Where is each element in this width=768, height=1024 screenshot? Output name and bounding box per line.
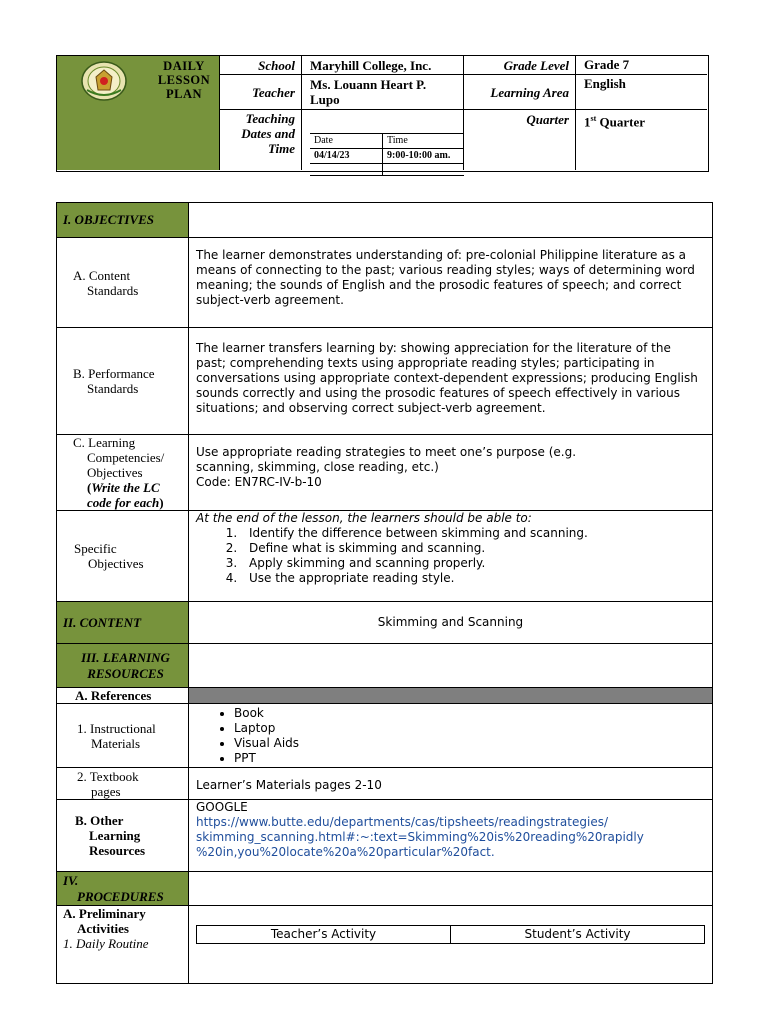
date-empty-cell: [310, 164, 383, 176]
instructional-materials-cell: [189, 704, 713, 768]
lesson-plan-table: [56, 202, 713, 984]
other-resources-row: [57, 800, 713, 872]
label-line: Learning: [89, 828, 141, 843]
teaching-dates-label: [220, 110, 302, 170]
content-standards-text: The learner demonstrates understanding of: pre-colonial Philippine literature as a means of connecting to the past; various reading styles; ways of determining word meaning; the sounds of English and the prosodic features of speech; and correct subject-verb agreement.: [189, 238, 713, 328]
textbook-pages: Learner’s Materials pages 2-10: [189, 768, 713, 800]
date-col-header: Date: [310, 134, 383, 149]
label-line: Objectives: [87, 465, 143, 480]
paren-open: (: [87, 480, 92, 495]
resources-row: [57, 644, 713, 688]
school-label: School: [220, 56, 302, 75]
header-title-cell: [57, 56, 220, 170]
resource-link[interactable]: [196, 815, 708, 860]
label-line: Standards: [87, 381, 139, 396]
label-line: Competencies/: [87, 450, 165, 465]
school-value: Maryhill College, Inc.: [302, 56, 464, 75]
label-line: B. Other: [75, 813, 124, 828]
objective-item: 1. Identify the difference between skimming and scanning.: [241, 526, 704, 541]
objective-item: 2. Define what is skimming and scanning.: [241, 541, 704, 556]
resource-source: GOOGLE: [196, 800, 248, 814]
label-line: B. Performance: [73, 366, 155, 381]
objective-item: 4. Use the appropriate reading style.: [241, 571, 704, 586]
grade-level-value: Grade 7: [576, 56, 707, 75]
instructional-materials-label: [57, 704, 189, 768]
objectives-section-label: I. OBJECTIVES: [57, 203, 189, 238]
competencies-row: [57, 435, 713, 511]
content-topic: Skimming and Scanning: [189, 602, 713, 644]
label-line: 2. Textbook: [77, 768, 139, 784]
specific-objectives-row: [57, 511, 713, 602]
preliminary-row: [57, 906, 713, 984]
label-line: Specific: [74, 541, 117, 556]
quarter-value: [576, 110, 707, 170]
label-line: A. Preliminary: [63, 906, 146, 921]
procedures-section-label: [57, 872, 189, 906]
textbook-row: [57, 768, 713, 800]
specific-objectives-cell: [189, 511, 713, 602]
time-value: 9:00-10:00 am.: [383, 149, 465, 164]
time-col-header: Time: [383, 134, 465, 149]
dates-label-line: Teaching: [245, 111, 295, 126]
teacher-label: Teacher: [220, 75, 302, 110]
dates-label-line: Time: [268, 141, 295, 156]
other-resources-label: [57, 800, 189, 872]
label-line: Materials: [91, 735, 141, 751]
resources-section-label: III. LEARNING RESOURCES: [57, 644, 189, 688]
quarter-number: 1: [584, 114, 591, 130]
procedures-row: [57, 872, 713, 906]
time-empty-cell: [383, 164, 465, 176]
school-seal-icon: [79, 60, 129, 102]
date-time-table: [310, 133, 464, 176]
lc-note: code for each: [87, 495, 160, 510]
specific-objectives-list: [196, 526, 704, 586]
material-item: • Visual Aids: [234, 736, 712, 751]
link-line: https://www.butte.edu/departments/cas/tipsheets/readingstrategies/: [196, 815, 609, 829]
references-gray-bar: [189, 688, 713, 704]
teacher-name-line: Lupo: [310, 92, 340, 107]
label-line: Standards: [87, 282, 139, 298]
procedures-empty-cell: [189, 872, 713, 906]
procedures-line: PROCEDURES: [77, 888, 164, 904]
daily-routine-label: 1. Daily Routine: [63, 936, 149, 951]
activity-table: [196, 925, 705, 944]
student-activity-header: Student’s Activity: [451, 926, 705, 944]
label-line: 1. Instructional: [77, 720, 156, 736]
objective-item: 3. Apply skimming and scanning properly.: [241, 556, 704, 571]
learning-area-value: English: [576, 75, 707, 110]
specific-objectives-label: [57, 511, 189, 602]
quarter-label: Quarter: [464, 110, 576, 170]
textbook-label: [57, 768, 189, 800]
performance-standards-row: [57, 328, 713, 435]
material-item: • PPT: [234, 751, 712, 766]
preliminary-label: [57, 906, 189, 984]
date-value: 04/14/23: [310, 149, 383, 164]
content-section-label: II. CONTENT: [57, 602, 189, 644]
competency-code: Code: EN7RC-IV-b-10: [196, 475, 322, 489]
label-line: Objectives: [88, 556, 144, 571]
procedures-line: IV.: [63, 872, 79, 888]
lc-note: Write the LC: [91, 480, 160, 495]
date-time-cell: [302, 110, 464, 170]
references-row: [57, 688, 713, 704]
label-line: Activities: [77, 921, 129, 936]
instructional-materials-list: [189, 706, 712, 766]
teacher-activity-header: Teacher’s Activity: [197, 926, 451, 944]
material-item: • Laptop: [234, 721, 712, 736]
content-standards-row: [57, 238, 713, 328]
lesson-plan-header: [56, 55, 709, 172]
performance-standards-label: [57, 328, 189, 435]
performance-standards-text: The learner transfers learning by: showing appreciation for the literature of the past; comprehending texts using appropriate reading styles; participating in conversations using appropriate context-dependent expressions; producing English sounds correctly and using the prosodic features of speech effectively in various situations; and observing correct subject-verb agreement.: [189, 328, 713, 435]
specific-intro: At the end of the lesson, the learners should be able to:: [196, 511, 532, 525]
preliminary-cell: [189, 906, 713, 984]
teacher-name-line: Ms. Louann Heart P.: [310, 77, 427, 92]
label-line: pages: [91, 783, 121, 799]
teacher-value: [302, 75, 464, 110]
objectives-row: [57, 203, 713, 238]
label-line: C. Learning: [73, 435, 136, 450]
quarter-suffix: st: [590, 114, 597, 123]
resources-empty-cell: [189, 644, 713, 688]
other-resources-cell: [189, 800, 713, 872]
learning-area-label: Learning Area: [464, 75, 576, 110]
competencies-label: [57, 435, 189, 511]
label-line: Resources: [89, 843, 146, 858]
paren-close: ): [159, 495, 164, 510]
references-label: A. References: [57, 688, 189, 704]
competencies-text: [189, 435, 713, 511]
link-line: %20in,you%20locate%20a%20particular%20fact.: [196, 845, 495, 859]
content-standards-label: [57, 238, 189, 328]
objectives-empty-cell: [189, 203, 713, 238]
title-line: LESSON: [157, 73, 211, 87]
instructional-materials-row: [57, 704, 713, 768]
content-row: [57, 602, 713, 644]
quarter-word: Quarter: [596, 114, 646, 130]
competency-line: Use appropriate reading strategies to meet one’s purpose (e.g.: [196, 445, 577, 459]
link-line: skimming_scanning.html#:~:text=Skimming%20is%20reading%20rapidly: [196, 830, 644, 844]
title-line: DAILY: [163, 59, 205, 73]
daily-lesson-plan-title: [149, 59, 219, 101]
competency-line: scanning, skimming, close reading, etc.): [196, 460, 439, 474]
material-item: • Book: [234, 706, 712, 721]
dates-label-line: Dates and: [241, 126, 295, 141]
title-line: PLAN: [165, 87, 203, 101]
grade-level-label: Grade Level: [464, 56, 576, 75]
label-line: A. Content: [73, 267, 131, 283]
